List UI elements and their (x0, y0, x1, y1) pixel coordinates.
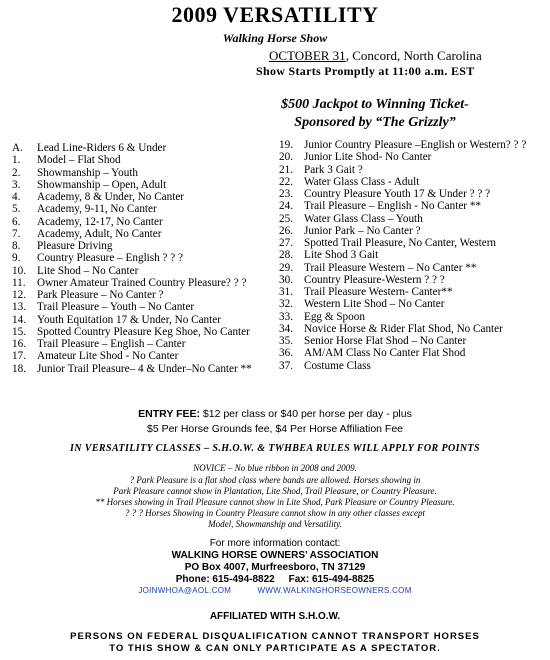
class-item (12, 240, 252, 252)
class-number: 15. (12, 325, 26, 338)
contact-address: PO Box 4007, Murfreesboro, TN 37129 (184, 562, 366, 573)
class-name: Trail Pleasure – Youth – No Canter (37, 301, 195, 314)
class-number: 31. (279, 286, 293, 298)
entry-fee-text: $12 per class or $40 per horse per day - plus (202, 408, 412, 420)
disqualification-warning-line-2: TO THIS SHOW & CAN ONLY PARTICIPATE AS A SPECTATOR. (109, 643, 441, 654)
contact-organization: WALKING HORSE OWNERS’ ASSOCIATION (171, 550, 379, 561)
class-name: Trail Pleasure – English – Canter (37, 338, 186, 350)
class-item (279, 188, 526, 200)
class-item (12, 301, 252, 313)
class-item (12, 326, 252, 338)
class-list-left (12, 142, 252, 375)
class-number: 10. (12, 264, 26, 277)
class-name: Youth Equitation 17 & Under, No Canter (37, 313, 221, 326)
class-number: 28. (279, 249, 293, 262)
class-number: 25. (279, 212, 293, 225)
class-name: Academy, 9-11, No Canter (37, 203, 157, 216)
class-item (279, 262, 526, 274)
class-name: Academy, 8 & Under, No Canter (37, 191, 185, 203)
class-name: Spotted Trail Pleasure, No Canter, Western (304, 237, 497, 249)
class-name: Park Pleasure – No Canter ? (37, 289, 164, 301)
class-name: AM/AM Class No Canter Flat Shod (304, 347, 466, 360)
class-name: Egg & Spoon (304, 310, 365, 323)
class-number: 22. (279, 175, 293, 188)
class-number: 3. (12, 178, 21, 191)
class-number: A. (12, 142, 23, 154)
class-name: Country Pleasure Youth 17 & Under ? ? ? (304, 188, 491, 200)
class-number: 17. (12, 350, 26, 363)
class-name: Junior Country Pleasure –English or Western? ? ? (304, 139, 527, 151)
class-number: 5. (12, 203, 21, 216)
class-name: Pleasure Driving (37, 240, 113, 252)
class-name: Country Pleasure – English ? ? ? (37, 252, 184, 265)
note-line: Park Pleasure cannot show in Plantation, Lite Shod, Trail Pleasure, or Country Pleasure. (113, 486, 437, 496)
class-item (279, 249, 526, 261)
class-name: Showmanship – Open, Adult (37, 178, 167, 191)
class-name: Amateur Lite Shod - No Canter (37, 350, 179, 363)
note-line: ** Horses showing in Trail Pleasure cannot show in Lite Shod, Park Pleasure or Country Pleasure. (95, 497, 455, 507)
class-name: Showmanship – Youth (37, 166, 139, 179)
class-number: 13. (12, 301, 26, 314)
flyer-subtitle: Walking Horse Show (222, 31, 328, 45)
contact-intro: For more information contact: (209, 538, 341, 549)
show-date-location (269, 48, 482, 64)
class-name: Water Glass Class - Adult (304, 175, 420, 188)
note-line: ? Park Pleasure is a flat shod class where bands are allowed. Horses showing in (129, 475, 421, 485)
class-item (12, 179, 252, 191)
note-line: NOVICE – No blue ribbon in 2008 and 2009. (193, 463, 357, 473)
class-item (279, 335, 526, 347)
class-number: 6. (12, 215, 21, 228)
class-item (12, 289, 252, 301)
class-number: 12. (12, 289, 26, 301)
class-name: Lead Line-Riders 6 & Under (37, 142, 167, 154)
class-item (12, 363, 252, 375)
website-link[interactable]: WWW.WALKINGHORSEOWNERS.COM (257, 586, 412, 595)
class-item (279, 311, 526, 323)
class-number: 30. (279, 273, 293, 286)
class-name: Water Glass Class – Youth (304, 212, 423, 225)
class-number: 16. (12, 338, 26, 350)
class-number: 18. (12, 362, 26, 375)
show-date: OCTOBER 31 (269, 48, 346, 63)
class-name: Trail Pleasure Western- Canter** (304, 286, 453, 298)
class-item (12, 252, 252, 264)
contact-links (0, 586, 550, 595)
class-name: Owner Amateur Trained Country Pleasure? ? ? (37, 276, 247, 289)
class-item (279, 237, 526, 249)
class-item (279, 286, 526, 298)
show-location: , Concord, North Carolina (345, 48, 482, 63)
affiliation: AFFILIATED WITH S.H.O.W. (209, 611, 341, 622)
class-item (279, 323, 526, 335)
class-name: Junior Park – No Canter ? (304, 224, 421, 237)
class-item (279, 360, 526, 372)
class-item (279, 151, 526, 163)
class-item (12, 191, 252, 203)
flyer-title: 2009 VERSATILITY (171, 2, 379, 27)
class-number: 29. (279, 261, 293, 274)
class-name: Academy, 12-17, No Canter (37, 215, 163, 228)
class-item (279, 164, 526, 176)
class-item (279, 213, 526, 225)
class-item (279, 200, 526, 212)
class-number: 33. (279, 310, 293, 323)
jackpot-line-1: $500 Jackpot to Winning Ticket- (281, 97, 469, 112)
class-item (12, 167, 252, 179)
class-number: 21. (279, 163, 293, 176)
jackpot-line-2: Sponsored by “The Grizzly” (294, 115, 456, 130)
email-link[interactable]: JOINWHOA@AOL.COM (138, 586, 232, 595)
entry-fee-label: ENTRY FEE: (138, 408, 200, 420)
class-name: Senior Horse Flat Shod – No Canter (304, 335, 467, 347)
class-number: 4. (12, 191, 21, 203)
class-number: 26. (279, 224, 293, 237)
class-number: 19. (279, 139, 293, 151)
class-item (12, 265, 252, 277)
class-name: Country Pleasure-Western ? ? ? (304, 273, 445, 286)
class-item (12, 314, 252, 326)
class-number: 36. (279, 347, 293, 360)
class-number: 14. (12, 313, 26, 326)
class-item (279, 139, 526, 151)
class-item (279, 225, 526, 237)
class-name: Trail Pleasure Western – No Canter ** (304, 261, 477, 274)
class-number: 11. (12, 276, 26, 289)
class-item (12, 142, 252, 154)
class-name: Park 3 Gait ? (304, 163, 363, 176)
class-number: 34. (279, 322, 293, 335)
class-number: 32. (279, 298, 293, 311)
class-name: Western Lite Shod – No Canter (304, 298, 445, 311)
class-name: Junior Trail Pleasure– 4 & Under–No Canter ** (37, 362, 252, 375)
class-name: Academy, Adult, No Canter (37, 227, 162, 240)
class-item (12, 203, 252, 215)
class-name: Junior Lite Shod- No Canter (304, 151, 432, 164)
class-item (12, 350, 252, 362)
class-number: 27. (279, 237, 293, 249)
class-number: 2. (12, 166, 21, 179)
class-item (279, 274, 526, 286)
class-item (12, 216, 252, 228)
class-item (12, 228, 252, 240)
class-number: 23. (279, 188, 293, 200)
entry-fee-line-1 (0, 408, 550, 420)
class-item (279, 347, 526, 359)
class-name: Trail Pleasure – English - No Canter ** (304, 200, 482, 213)
class-name: Lite Shod – No Canter (37, 264, 139, 277)
class-name: Model – Flat Shod (37, 154, 121, 167)
entry-fee-line-2: $5 Per Horse Grounds fee, $4 Per Horse Affiliation Fee (146, 423, 404, 435)
note-line: Model, Showmanship and Versatility. (208, 519, 342, 529)
class-item (12, 277, 252, 289)
class-number: 20. (279, 151, 293, 164)
class-name: Costume Class (304, 359, 371, 372)
class-name: Novice Horse & Rider Flat Shod, No Canter (304, 322, 503, 335)
class-name: Spotted Country Pleasure Keg Shoe, No Canter (37, 325, 250, 338)
contact-phone-fax: Phone: 615-494-8822 Fax: 615-494-8825 (175, 574, 375, 585)
class-number: 7. (12, 227, 21, 240)
class-number: 35. (279, 335, 293, 347)
disqualification-warning-line-1: PERSONS ON FEDERAL DISQUALIFICATION CANNOT TRANSPORT HORSES (70, 631, 480, 642)
class-item (12, 338, 252, 350)
class-number: 9. (12, 252, 21, 265)
class-item (12, 154, 252, 166)
class-number: 37. (279, 359, 293, 372)
class-item (279, 298, 526, 310)
class-number: 8. (12, 240, 21, 252)
versatility-rules: IN VERSATILITY CLASSES – S.H.O.W. & TWHBEA RULES WILL APPLY FOR POINTS (69, 443, 481, 454)
class-item (279, 176, 526, 188)
note-line: ? ? ? Horses Showing in Country Pleasure cannot show in any other classes except (124, 508, 426, 518)
class-number: 1. (12, 154, 21, 167)
show-start-time: Show Starts Promptly at 11:00 a.m. EST (256, 64, 475, 78)
class-number: 24. (279, 200, 293, 213)
class-name: Lite Shod 3 Gait (304, 249, 379, 262)
class-list-right (279, 139, 526, 372)
